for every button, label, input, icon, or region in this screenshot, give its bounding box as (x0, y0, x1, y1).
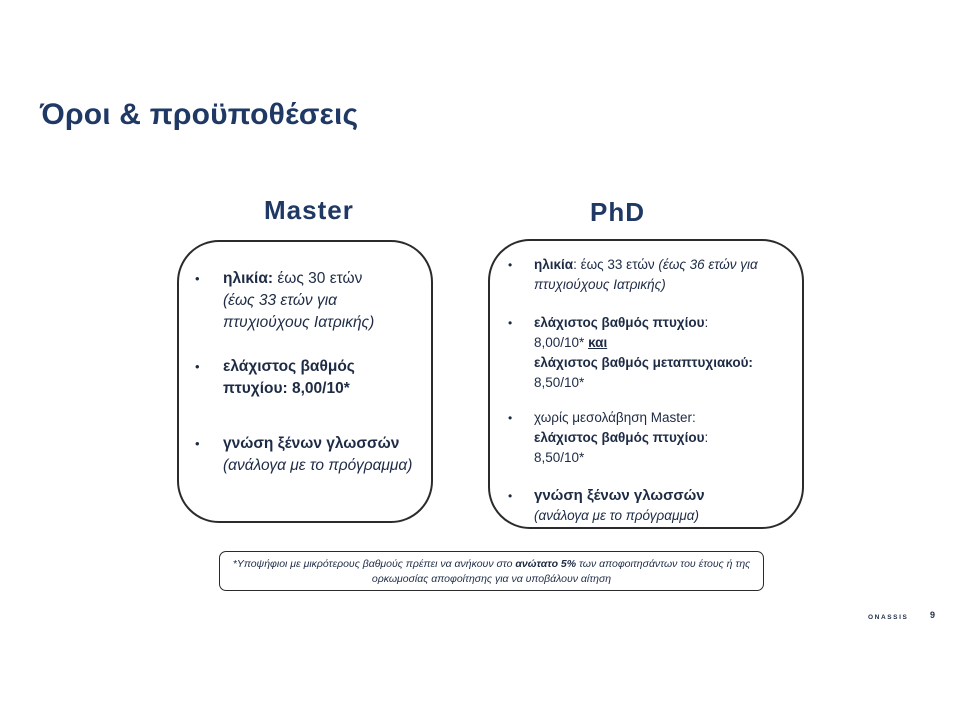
bullet-icon: • (508, 258, 513, 272)
slide-title: Όροι & προϋποθέσεις (40, 98, 359, 131)
phd-age-item (508, 255, 799, 295)
phd-grade-item (508, 313, 794, 393)
master-grade-item (195, 356, 423, 400)
phd-grade-label: ελάχιστος βαθμός πτυχίου (534, 315, 705, 330)
footnote-text-2: των αποφοιτησάντων του έτους ή της ορκωμοσίας αποφοίτησης για να υποβάλουν αίτηση (371, 558, 751, 585)
phd-masters-grade-value: 8,50/10* (534, 375, 585, 390)
phd-masters-grade-label: ελάχιστος βαθμός μεταπτυχιακού: (534, 355, 753, 370)
master-grade-label: ελάχιστος βαθμός πτυχίου: (223, 358, 355, 397)
bullet-icon: • (508, 411, 513, 425)
bullet-icon: • (195, 359, 200, 374)
master-grade-value: 8,00/10* (287, 380, 350, 397)
page-number: 9 (930, 610, 936, 620)
bullet-icon: • (195, 436, 200, 451)
bullet-icon: • (195, 271, 200, 286)
bullet-icon: • (508, 489, 513, 503)
phd-age-label: ηλικία (534, 257, 574, 272)
phd-language-label: γνώση ξένων γλωσσών (534, 487, 705, 504)
master-heading: Master (264, 195, 354, 225)
master-language-note: (ανάλογα με το πρόγραμμα) (223, 457, 413, 474)
phd-no-master-value: 8,50/10* (534, 450, 585, 465)
master-language-label: γνώση ξένων γλωσσών (223, 435, 400, 452)
phd-grade-value: 8,00/10* (534, 335, 585, 350)
onassis-logo: ONASSIS (868, 614, 909, 621)
bullet-icon: • (508, 316, 513, 330)
phd-age-value: : έως 33 ετών (573, 257, 659, 272)
master-age-item (195, 268, 423, 334)
master-age-value: έως 30 ετών (273, 270, 363, 287)
phd-language-note: (ανάλογα με το πρόγραμμα) (534, 508, 699, 523)
footnote-text-1: *Υποψήφιοι με μικρότερους βαθμούς πρέπει να ανήκουν στο (232, 558, 516, 570)
phd-no-master-item (508, 408, 794, 468)
phd-age-note: (έως 36 ετών για πτυχιούχους Ιατρικής) (534, 257, 758, 292)
master-language-item (195, 433, 423, 477)
phd-grade-colon: : (704, 315, 709, 330)
phd-no-master-label: ελάχιστος βαθμός πτυχίου (534, 430, 705, 445)
eligibility-footnote (219, 551, 764, 591)
phd-language-item (508, 486, 794, 526)
phd-no-master-colon: : (704, 430, 709, 445)
master-age-label: ηλικία: (223, 270, 274, 287)
phd-grade-conjunction: και (588, 335, 608, 350)
phd-no-master-text: χωρίς μεσολάβηση Master: (534, 410, 696, 425)
master-age-note: (έως 33 ετών για πτυχιούχους Ιατρικής) (223, 292, 375, 331)
footnote-highlight: ανώτατο 5% (515, 558, 577, 570)
phd-heading: PhD (590, 197, 645, 227)
